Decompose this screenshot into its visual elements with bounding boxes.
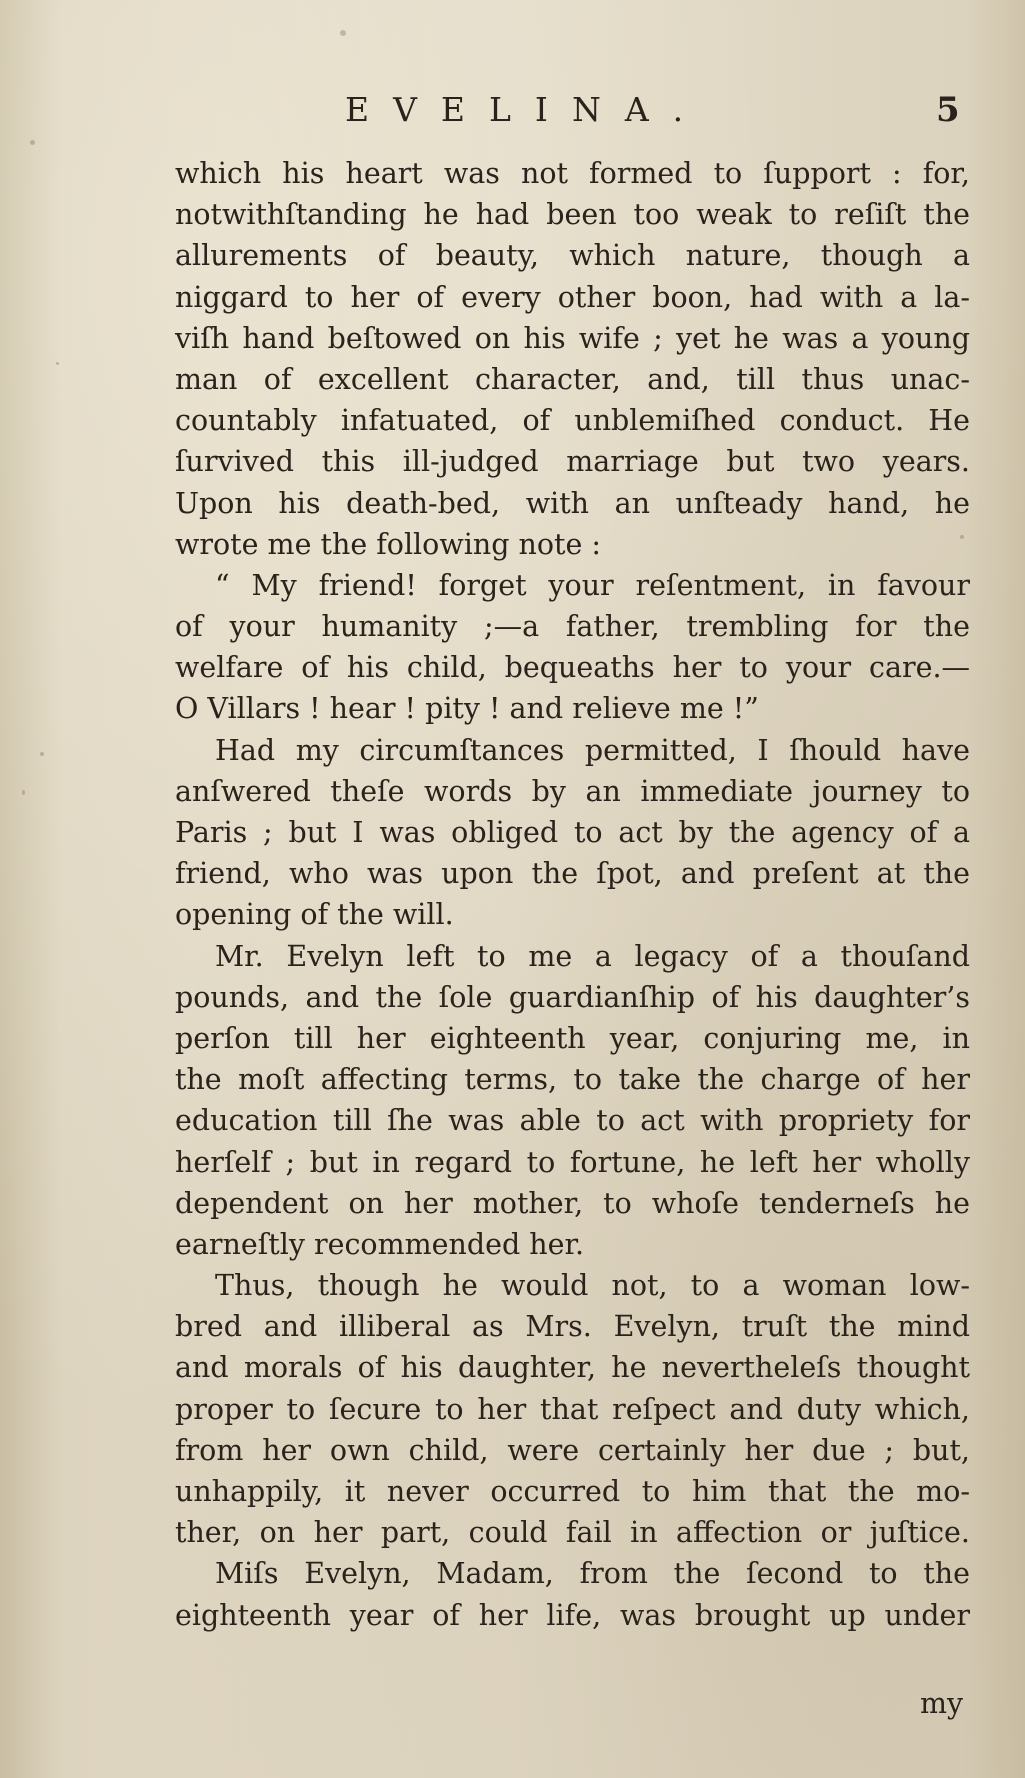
text-line: bred and illiberal as Mrs. Evelyn, truſt the mind <box>175 1310 970 1344</box>
foxing-spot <box>22 790 25 795</box>
text-line: herſelf ; but in regard to fortune, he left her wholly <box>175 1145 970 1179</box>
text-line: welfare of his child, bequeaths her to your care.— <box>175 651 970 685</box>
foxing-spot <box>30 140 35 145</box>
text-line: which his heart was not formed to ſupport : for, <box>175 157 970 190</box>
text-line: notwithſtanding he had been too weak to reſiſt the <box>175 198 970 232</box>
running-title: EVELINA. <box>345 90 708 129</box>
text-line: “ My friend! forget your reſentment, in favour <box>215 568 970 602</box>
text-line: education till ſhe was able to act with propriety for <box>175 1104 970 1138</box>
foxing-spot <box>340 30 346 36</box>
foxing-spot <box>56 362 59 365</box>
foxing-spot <box>40 752 44 756</box>
text-line: perſon till her eighteenth year, conjuring me, in <box>175 1021 970 1055</box>
text-line: countably infatuated, of unblemiſhed conduct. He <box>175 404 970 438</box>
text-line: Upon his death-bed, with an unſteady hand, he <box>175 486 970 520</box>
text-line: anſwered theſe words by an immediate journey to <box>175 774 970 808</box>
text-line: allurements of beauty, which nature, though a <box>175 239 970 273</box>
text-line: wrote me the following note : <box>175 527 601 561</box>
text-line: viſh hand beſtowed on his wife ; yet he was a young <box>175 321 970 355</box>
text-line: dependent on her mother, to whoſe tenderneſs he <box>175 1186 970 1220</box>
text-line: friend, who was upon the ſpot, and preſent at the <box>175 857 970 891</box>
text-line: Had my circumſtances permitted, I ſhould have <box>215 733 970 767</box>
text-line: pounds, and the ſole guardianſhip of his daughter’s <box>175 980 970 1014</box>
text-line: and morals of his daughter, he nevertheleſs thought <box>175 1351 970 1385</box>
body-text <box>175 153 970 1636</box>
text-line: Mr. Evelyn left to me a legacy of a thouſand <box>215 939 970 973</box>
text-line: man of excellent character, and, till thus unac- <box>175 362 970 396</box>
catchword: my <box>920 1687 964 1720</box>
page-number: 5 <box>936 90 960 130</box>
text-line: Thus, though he would not, to a woman low- <box>215 1269 970 1303</box>
text-line: of your humanity ;—a father, trembling for the <box>175 610 970 644</box>
text-line: unhappily, it never occurred to him that the mo- <box>175 1475 970 1508</box>
text-line: O Villars ! hear ! pity ! and relieve me !” <box>175 692 759 726</box>
text-line: Paris ; but I was obliged to act by the agency of a <box>175 816 970 849</box>
text-line: Miſs Evelyn, Madam, from the ſecond to the <box>215 1557 970 1591</box>
text-line: ſurvived this ill-judged marriage but two years. <box>175 445 970 479</box>
text-line: earneſtly recommended her. <box>175 1227 585 1261</box>
text-line: proper to ſecure to her that reſpect and duty which, <box>175 1392 970 1426</box>
text-line: from her own child, were certainly her due ; but, <box>175 1433 970 1467</box>
text-line: ther, on her part, could fail in affection or juſtice. <box>175 1516 970 1550</box>
page-header <box>0 88 1025 138</box>
text-line: the moſt affecting terms, to take the charge of her <box>175 1063 970 1097</box>
text-line: opening of the will. <box>175 898 454 932</box>
text-line: eighteenth year of her life, was brought up under <box>175 1598 970 1632</box>
text-line: niggard to her of every other boon, had with a la- <box>175 280 970 314</box>
